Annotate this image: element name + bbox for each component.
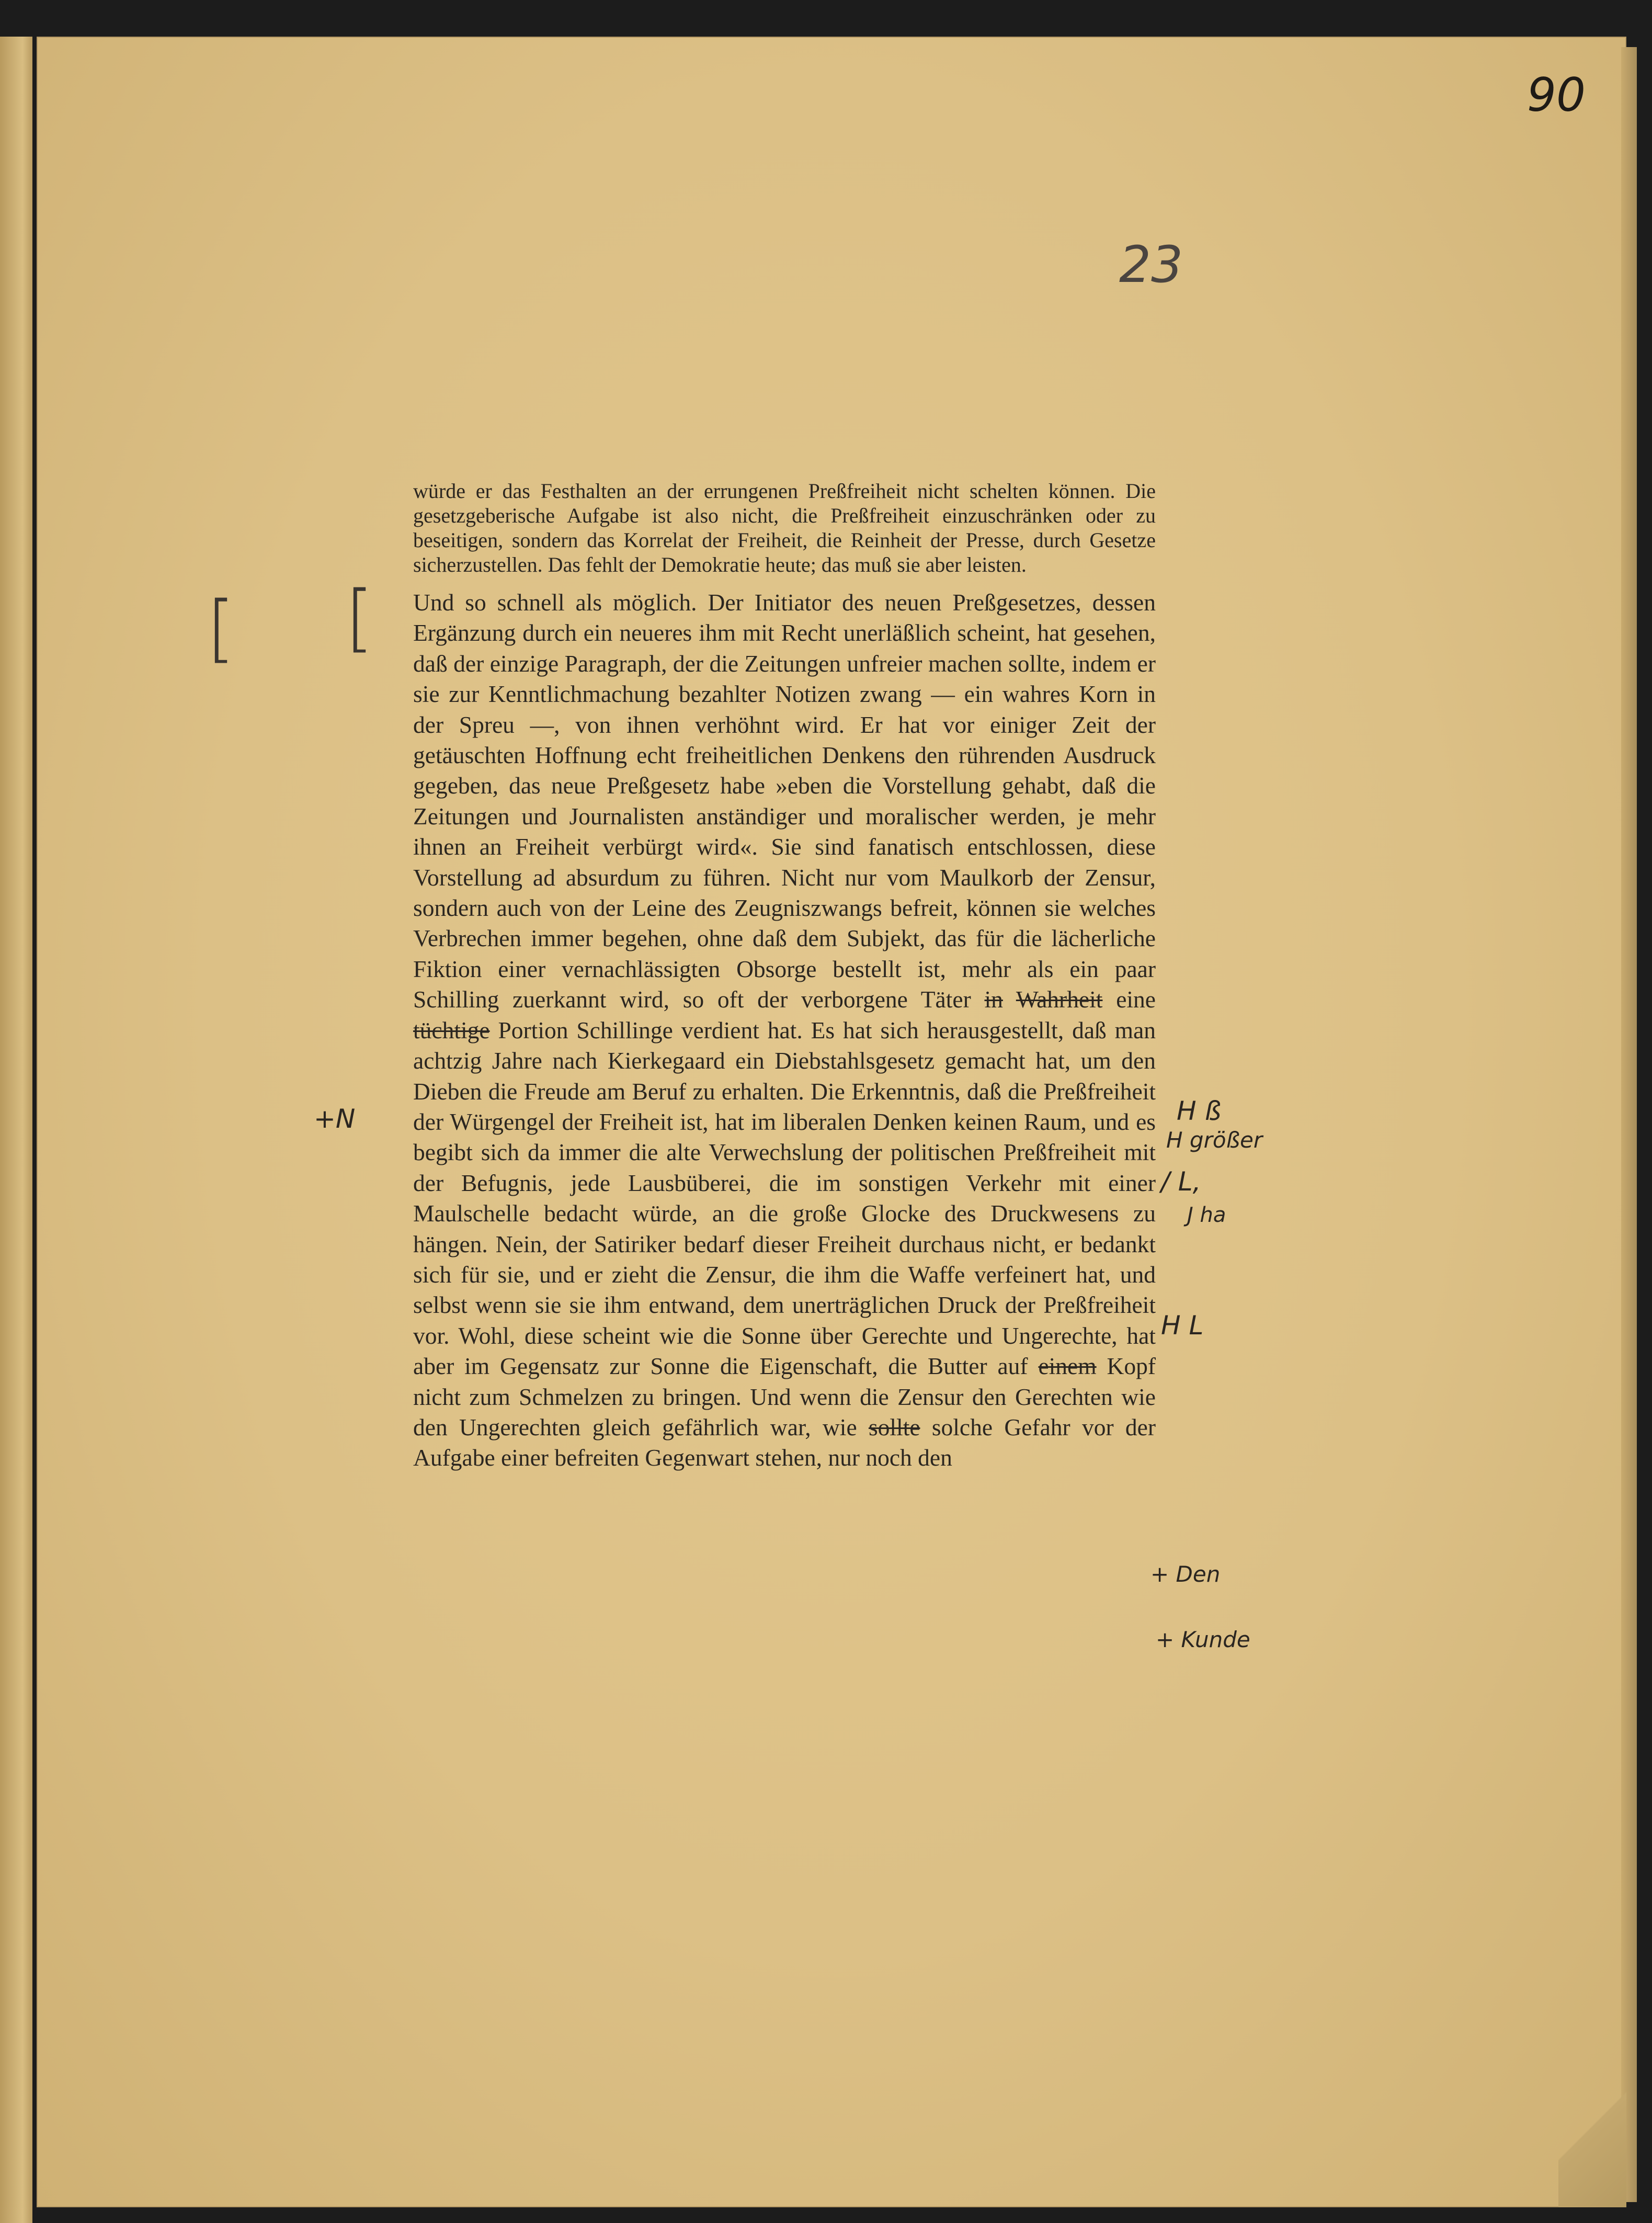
pencil-page-number: 23 [1119, 235, 1183, 294]
adjacent-page-edge [0, 37, 32, 2223]
right-margin-note-1: H ß [1177, 1096, 1221, 1126]
paragraph-2 [413, 587, 1156, 1473]
page-corner [1558, 2082, 1626, 2207]
paragraph-2-part-a: Und so schnell als möglich. Der Initiator des neuen Preßgesetzes, dessen Ergänzung durch ein neueres ihm mit Recht unerläßlich scheint, hat gesehen, daß der einzige Paragraph, der die Zeitungen unfreier machen sollte, indem er sie zur Kenntlichmachung bezahlter Notizen zwang — ein wahres Korn in der Spreu —, von ihnen verhöhnt wird. Er hat vor einiger Zeit der getäuschten Hoffnung echt freiheitlichen Denkens den rührenden Ausdruck gegeben, das neue Preßgesetz habe »eben die Vorstellung gehabt, daß die Zeitungen und Journalisten anständiger und moralischer werden, je mehr ihnen an Freiheit verbürgt wird«. Sie sind fanatisch entschlossen, diese Vorstellung ad absurdum zu führen. Nicht nur vom Maulkorb der Zensur, sondern auch von der Leine des Zeugniszwangs befreit, können sie welches Verbrechen immer begehen, ohne daß dem Subjekt, das für die lächerliche Fiktion einer vernachlässigten Obsorge bestellt ist, mehr als ein paar Schilling zuerkannt wird, so oft der verborgene Täter [413, 589, 1156, 1013]
struck-word-2: Wahrheit [1016, 986, 1103, 1013]
paragraph-2-part-e: solche Gefahr vor der Aufgabe einer befreiten Gegenwart stehen, nur noch den [413, 1413, 1156, 1471]
right-margin-note-6: + Den [1150, 1561, 1221, 1587]
struck-word-4: einem [1038, 1353, 1097, 1380]
right-margin-note-3: / L, [1161, 1166, 1201, 1197]
struck-word-5: sollte [868, 1413, 920, 1441]
right-margin-note-5: H L [1161, 1310, 1204, 1341]
paragraph-1: würde er das Festhalten an der errungenen Preßfreiheit nicht schelten können. Die gesetzgeberische Aufgabe ist also nicht, die Preßfreiheit einzuschränken oder zu beseitigen, sondern das Korrelat der Freiheit, die Reinheit der Presse, durch Gesetze sicherzustellen. Das fehlt der Demokratie heute; das muß sie aber leisten. [413, 479, 1156, 576]
paragraph-2-part-c: Portion Schillinge verdient hat. Es hat sich herausgestellt, daß man achtzig Jahre nach Kierkegaard ein Diebstahlsgesetz gemacht hat, um den Dieben die Freude am Beruf zu erhalten. Die Erkenntnis, daß die Preßfreiheit der Würgengel der Freiheit ist, hat im liberalen Denken keinen Raum, und es begibt sich da immer die alte Verwechslung der politischen Preßfreiheit mit der Befugnis, jede Lausbüberei, die im sonstigen Verkehr mit einer Maulschelle bedacht würde, an die große Glocke des Druckwesens zu hängen. Nein, der Satiriker bedarf dieser Freiheit durchaus nicht, er bedankt sich für sie, und er zieht die Zensur, die ihm die Waffe verfeinert hat, und selbst wenn sie sie ihm entwand, dem unerträglichen Druck der Preßfreiheit vor. Wohl, diese scheint wie die Sonne über Gerechte und Ungerechte, hat aber im Gegensatz zur Sonne die Eigenschaft, die Butter auf [413, 1016, 1156, 1380]
struck-word-1: in [984, 986, 1003, 1013]
right-margin-note-2: H größer [1166, 1127, 1263, 1153]
page-right-edge [1621, 47, 1637, 2202]
struck-word-3: tüchtige [413, 1016, 490, 1044]
paragraph-2-part-b: eine [1116, 986, 1156, 1013]
right-margin-note-7: + Kunde [1156, 1627, 1250, 1652]
body-text [413, 479, 1156, 1497]
folio-number: 90 [1527, 68, 1586, 122]
margin-bracket-2: [ [345, 575, 374, 661]
paragraph-2-part-d: Kopf nicht zum Schmelzen zu bringen. Und wenn die Zensur den Gerechten wie den Ungerechten gleich gefährlich war, wie [413, 1353, 1156, 1441]
margin-bracket-1: [ [207, 586, 235, 671]
left-margin-note: +N [314, 1104, 356, 1134]
right-margin-note-4: J ha [1187, 1203, 1226, 1227]
